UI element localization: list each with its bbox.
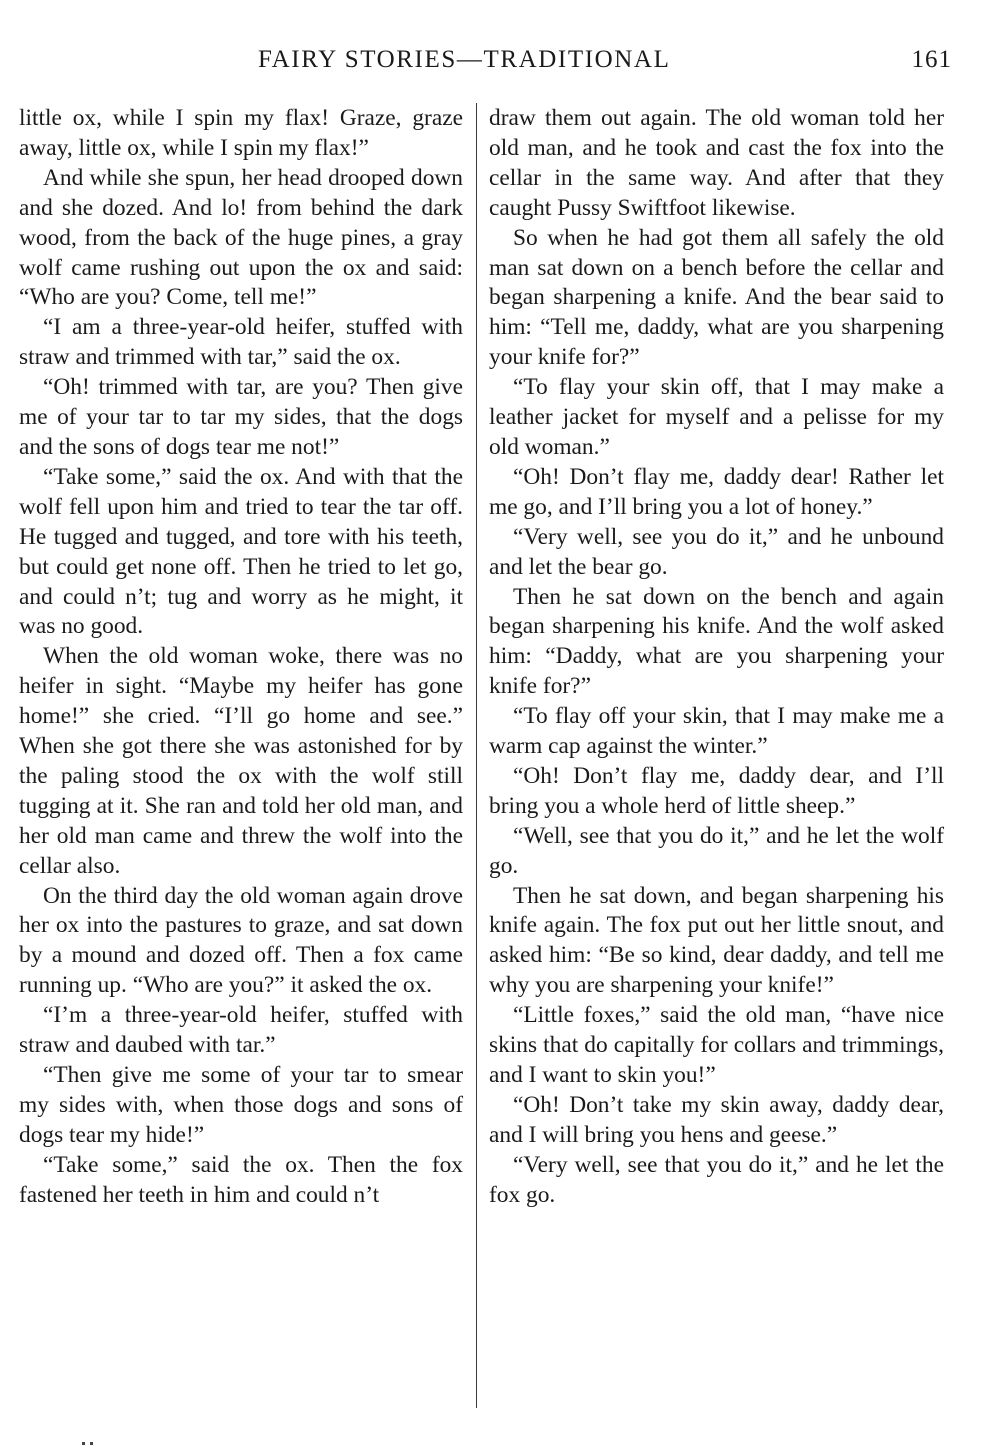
- paragraph: little ox, while I spin my flax! Graze, graze away, little ox, while I spin my flax!”: [19, 105, 463, 161]
- paragraph: “Oh! trimmed with tar, are you? Then give me of your tar to tar my sides, that the dogs and the sons of dogs tear me not!”: [19, 374, 463, 460]
- paragraph: “Oh! Don’t flay me, daddy dear! Rather let me go, and I’ll bring you a lot of honey.”: [489, 463, 944, 520]
- paragraph: And while she spun, her head drooped down and she dozed. And lo! from behind the dark wood, from the back of the huge pines, a gray wolf came rushing out upon the ox and said: “Who are you? Come, tell me!”: [19, 164, 463, 311]
- paragraph: “Well, see that you do it,” and he let the wolf go.: [489, 822, 944, 879]
- paragraph: “Take some,” said the ox. Then the fox fastened her teeth in him and could n’t: [19, 1151, 463, 1208]
- signature-mark: [82, 1432, 104, 1435]
- page-number: 161: [911, 46, 952, 73]
- paragraph: “To flay your skin off, that I may make a leather jacket for myself and a pelisse for my old woman.”: [489, 374, 944, 460]
- paragraph: Then he sat down, and began sharpening his knife again. The fox put out her little snout, and asked him: “Be so kind, dear daddy, and tell me why you are sharpening your knife!”: [489, 882, 944, 999]
- paragraph: “Take some,” said the ox. And with that the wolf fell upon him and tried to tear the tar off. He tugged and tugged, and tore with his teeth, but could get none off. Then he tried to let go, and could n’t; tug and worry as he might, it was no good.: [19, 463, 463, 640]
- column-divider: [476, 103, 477, 1408]
- paragraph: “Oh! Don’t take my skin away, daddy dear, and I will bring you hens and geese.”: [489, 1091, 944, 1148]
- paragraph: “To flay off your skin, that I may make me a warm cap against the winter.”: [489, 703, 944, 760]
- paragraph: “I am a three-year-old heifer, stuffed with straw and trimmed with tar,” said the ox.: [19, 314, 463, 371]
- paragraph: “Oh! Don’t flay me, daddy dear, and I’ll bring you a whole herd of little sheep.”: [489, 762, 944, 819]
- paragraph: draw them out again. The old woman told her old man, and he took and cast the fox into the cellar in the same way. And after that they caught Pussy Swiftfoot likewise.: [489, 105, 944, 221]
- paragraph: “Then give me some of your tar to smear my sides with, when those dogs and sons of dogs tear my hide!”: [19, 1062, 463, 1148]
- paragraph: “I’m a three-year-old heifer, stuffed with straw and daubed with tar.”: [19, 1002, 463, 1059]
- right-column: [489, 104, 944, 1211]
- paragraph: On the third day the old woman again drove her ox into the pastures to graze, and sat down by a mound and dozed off. Then a fox came running up. “Who are you?” it asked the ox.: [19, 882, 463, 999]
- paragraph: “Little foxes,” said the old man, “have nice skins that do capitally for collars and trimmings, and I want to skin you!”: [489, 1002, 944, 1088]
- running-head: [0, 46, 1000, 82]
- paragraph: Then he sat down on the bench and again began sharpening his knife. And the wolf asked him: “Daddy, what are you sharpening your knife for?”: [489, 583, 944, 700]
- running-title: FAIRY STORIES—TRADITIONAL: [258, 46, 671, 73]
- left-column: [19, 104, 463, 1211]
- paragraph: “Very well, see that you do it,” and he let the fox go.: [489, 1151, 944, 1208]
- paragraph: So when he had got them all safely the old man sat down on a bench before the cellar and began sharpening a knife. And the bear said to him: “Tell me, daddy, what are you sharpening your knife for?”: [489, 224, 944, 371]
- paragraph: When the old woman woke, there was no heifer in sight. “Maybe my heifer has gone home!” she cried. “I’ll go home and see.” When she got there she was astonished for by the paling stood the ox with the wolf still tugging at it. She ran and told her old man, and her old man came and threw the wolf into the cellar also.: [19, 643, 463, 879]
- paragraph: “Very well, see you do it,” and he unbound and let the bear go.: [489, 523, 944, 580]
